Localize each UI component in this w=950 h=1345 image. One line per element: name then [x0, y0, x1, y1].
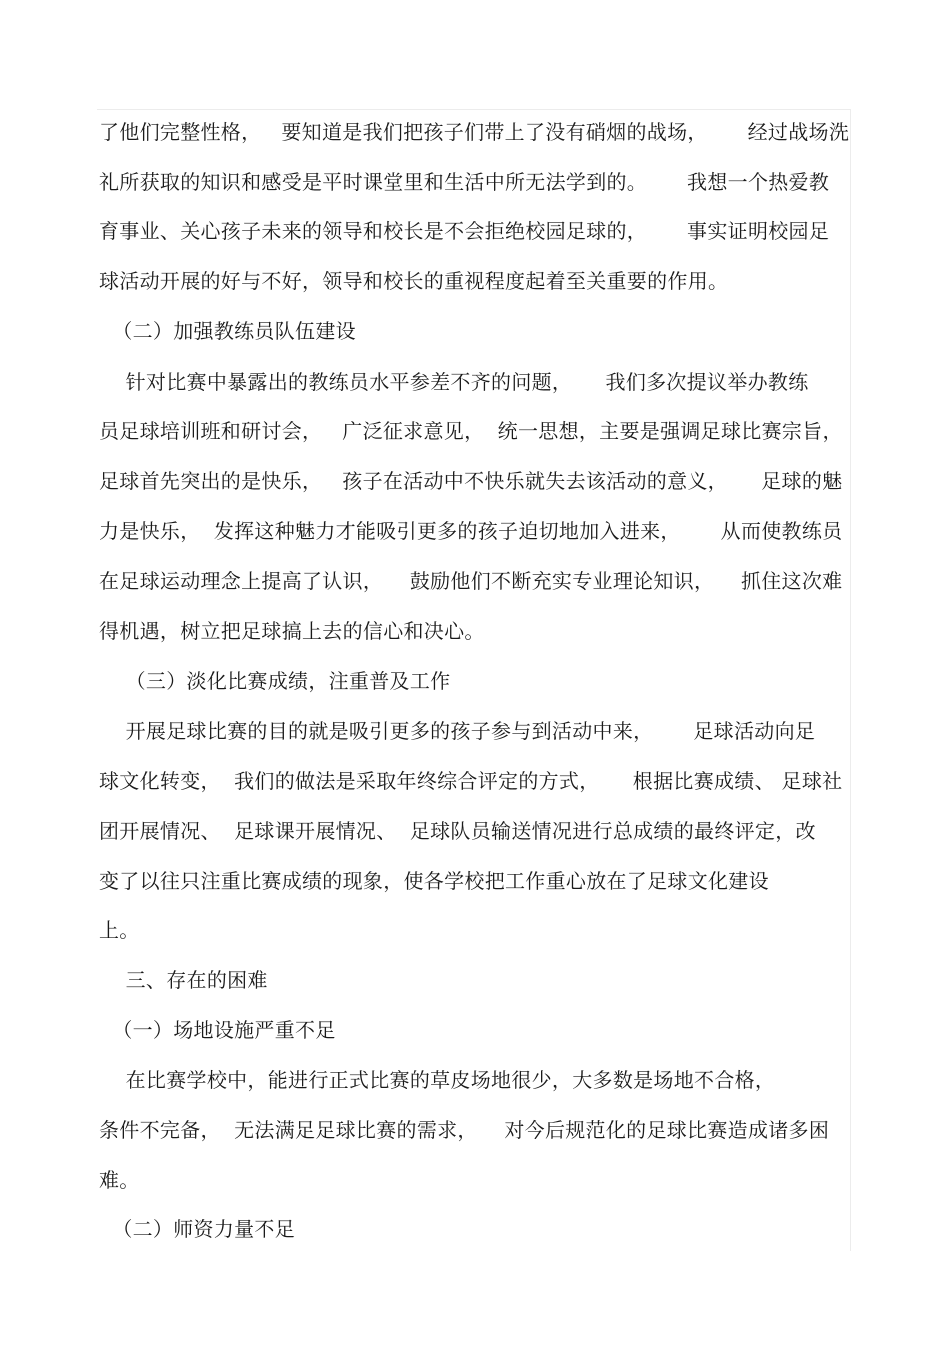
section-heading: （一）场地设施严重不足 [99, 1018, 336, 1042]
text-line: 力是快乐， 发挥这种魅力才能吸引更多的孩子迫切地加入进来， 从而使教练员 [99, 519, 843, 543]
text-line: 在足球运动理念上提高了认识， 鼓励他们不断充实专业理论知识， 抓住这次难 [99, 569, 843, 593]
text-line: 上。 [99, 918, 140, 942]
text-line: 针对比赛中暴露出的教练员水平参差不齐的问题， 我们多次提议举办教练 [99, 370, 809, 394]
text-line: 员足球培训班和研讨会， 广泛征求意见， 统一思想，主要是强调足球比赛宗旨， [99, 419, 843, 443]
text-line: 足球首先突出的是快乐， 孩子在活动中不快乐就失去该活动的意义， 足球的魅 [99, 469, 843, 493]
text-line: 育事业、关心孩子未来的领导和校长是不会拒绝校园足球的， 事实证明校园足 [99, 219, 830, 243]
text-line: 开展足球比赛的目的就是吸引更多的孩子参与到活动中来， 足球活动向足 [99, 719, 816, 743]
section-heading: （三）淡化比赛成绩，注重普及工作 [99, 669, 451, 693]
text-line: 在比赛学校中，能进行正式比赛的草皮场地很少，大多数是场地不合格， [99, 1068, 776, 1092]
text-line: 球文化转变， 我们的做法是采取年终综合评定的方式， 根据比赛成绩、 足球社 [99, 769, 843, 793]
text-line: 变了以往只注重比赛成绩的现象，使各学校把工作重心放在了足球文化建设 [99, 869, 769, 893]
section-heading: （二）师资力量不足 [99, 1217, 296, 1241]
text-line: 礼所获取的知识和感受是平时课堂里和生活中所无法学到的。 我想一个热爱教 [99, 170, 830, 194]
text-line: 得机遇，树立把足球搞上去的信心和决心。 [99, 619, 485, 643]
text-line: 球活动开展的好与不好，领导和校长的重视程度起着至关重要的作用。 [99, 269, 729, 293]
text-line: 团开展情况、 足球课开展情况、 足球队员输送情况进行总成绩的最终评定，改 [99, 819, 816, 843]
text-line: 难。 [99, 1168, 140, 1192]
section-heading: 三、存在的困难 [99, 968, 268, 992]
text-line: 了他们完整性格， 要知道是我们把孩子们带上了没有硝烟的战场， 经过战场洗 [99, 120, 850, 144]
section-heading: （二）加强教练员队伍建设 [99, 319, 356, 343]
text-line: 条件不完备， 无法满足足球比赛的需求， 对今后规范化的足球比赛造成诸多困 [99, 1118, 830, 1142]
